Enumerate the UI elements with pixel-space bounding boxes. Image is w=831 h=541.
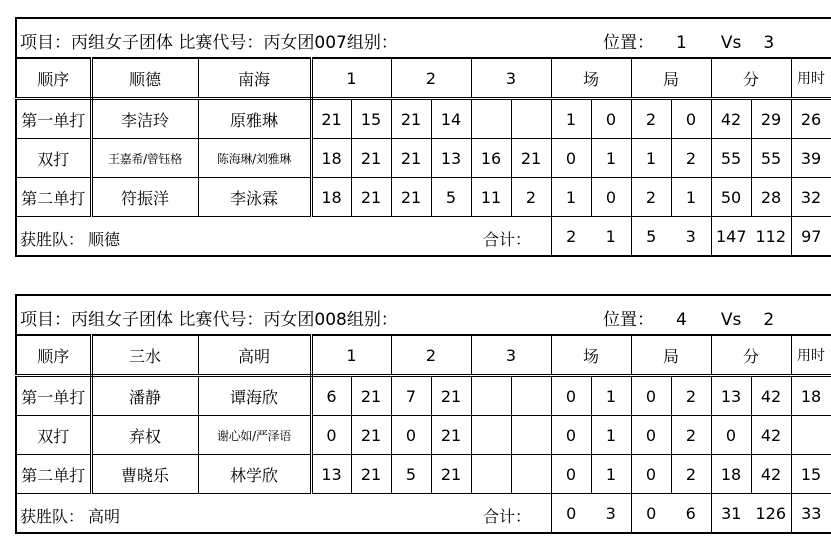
score-s2-a: 21 (391, 99, 431, 139)
score-s3-b (511, 99, 551, 139)
score-g-a: 0 (631, 455, 671, 494)
total-p-a: 31 (711, 494, 751, 534)
score-table (15, 294, 831, 534)
time-cell: 15 (791, 455, 831, 494)
title-bar (16, 18, 831, 58)
score-g-a: 2 (631, 178, 671, 217)
match-code: 丙女团007 (263, 33, 347, 53)
header-matches: 场 (551, 335, 631, 376)
score-s1-a: 21 (311, 99, 351, 139)
score-s1-b: 21 (351, 376, 391, 416)
header-games: 局 (631, 335, 711, 376)
total-p-b: 126 (751, 494, 791, 534)
score-s3-a: 16 (471, 139, 511, 178)
winner-team: 高明 (88, 507, 121, 526)
score-s3-a: 11 (471, 178, 511, 217)
header-team-b: 高明 (198, 335, 311, 376)
score-s2-a: 21 (391, 139, 431, 178)
score-s2-b: 14 (431, 99, 471, 139)
header-set-1: 1 (311, 58, 391, 99)
score-s2-b: 21 (431, 376, 471, 416)
group-label: 组别： (346, 33, 398, 53)
header-order: 顺序 (16, 58, 91, 99)
score-s3-a (471, 416, 511, 455)
score-p-a: 18 (711, 455, 751, 494)
winner-team: 顺德 (88, 230, 121, 249)
player-team-b: 林学欣 (198, 455, 311, 494)
header-set-2: 2 (391, 335, 471, 376)
time-cell: 32 (791, 178, 831, 217)
score-m-a: 1 (551, 178, 591, 217)
position-a: 4 (676, 310, 687, 330)
score-m-b: 1 (591, 376, 631, 416)
position-b: 3 (763, 33, 775, 53)
project-name: 丙组女子团体 (71, 33, 173, 53)
score-s1-a: 0 (311, 416, 351, 455)
total-p-b: 112 (751, 217, 791, 257)
score-p-a: 55 (711, 139, 751, 178)
score-g-a: 1 (631, 139, 671, 178)
header-time: 用时 (791, 335, 831, 376)
project-label: 项目： (20, 33, 71, 53)
player-team-a: 曹晓乐 (91, 455, 198, 494)
score-m-a: 0 (551, 416, 591, 455)
score-g-a: 0 (631, 416, 671, 455)
total-g-b: 3 (671, 217, 711, 257)
header-team-a: 顺德 (91, 58, 198, 99)
score-p-b: 55 (751, 139, 791, 178)
score-s3-b (511, 455, 551, 494)
row-order: 第一单打 (16, 376, 91, 416)
header-team-b: 南海 (198, 58, 311, 99)
score-p-b: 42 (751, 416, 791, 455)
header-set-3: 3 (471, 335, 551, 376)
position-b: 2 (763, 310, 775, 330)
winner-info (20, 227, 120, 250)
group-label: 组别： (346, 310, 398, 330)
player-team-a: 潘静 (91, 376, 198, 416)
score-p-a: 0 (711, 416, 751, 455)
row-order: 双打 (16, 416, 91, 455)
total-g-b: 6 (671, 494, 711, 534)
score-g-b: 2 (671, 455, 711, 494)
score-m-a: 0 (551, 455, 591, 494)
score-g-b: 2 (671, 416, 711, 455)
score-m-a: 0 (551, 139, 591, 178)
score-g-b: 0 (671, 99, 711, 139)
table-row (16, 416, 831, 455)
match-code-label: 比赛代号： (178, 33, 264, 53)
score-s3-a (471, 99, 511, 139)
score-s1-b: 21 (351, 455, 391, 494)
header-set-3: 3 (471, 58, 551, 99)
footer-bar (16, 217, 551, 257)
player-team-a: 弃权 (91, 416, 198, 455)
header-set-1: 1 (311, 335, 391, 376)
score-s1-b: 21 (351, 139, 391, 178)
match-code: 丙女团008 (263, 310, 347, 330)
score-s2-a: 7 (391, 376, 431, 416)
winner-label: 获胜队： (20, 230, 85, 249)
score-s3-b: 21 (511, 139, 551, 178)
score-table (15, 17, 831, 257)
header-team-a: 三水 (91, 335, 198, 376)
score-g-b: 1 (671, 178, 711, 217)
footer-bar (16, 494, 551, 534)
score-g-b: 2 (671, 376, 711, 416)
total-m-a: 0 (551, 494, 591, 534)
score-p-a: 13 (711, 376, 751, 416)
time-cell: 18 (791, 376, 831, 416)
match-code-label: 比赛代号： (178, 310, 264, 330)
score-s2-a: 21 (391, 178, 431, 217)
project-name: 丙组女子团体 (71, 310, 173, 330)
score-s3-a (471, 376, 511, 416)
score-m-b: 0 (591, 178, 631, 217)
score-m-b: 1 (591, 139, 631, 178)
score-m-b: 1 (591, 455, 631, 494)
player-team-b: 原雅琳 (198, 99, 311, 139)
score-p-b: 29 (751, 99, 791, 139)
score-g-a: 2 (631, 99, 671, 139)
score-s3-a (471, 455, 511, 494)
score-p-b: 42 (751, 455, 791, 494)
score-s1-b: 15 (351, 99, 391, 139)
position-label: 位置： (603, 310, 654, 330)
time-cell (791, 416, 831, 455)
score-p-b: 28 (751, 178, 791, 217)
score-s1-a: 18 (311, 139, 351, 178)
header-points: 分 (711, 58, 791, 99)
score-s2-b: 21 (431, 416, 471, 455)
row-order: 第二单打 (16, 455, 91, 494)
score-s3-b (511, 376, 551, 416)
total-m-b: 3 (591, 494, 631, 534)
player-team-b: 李泳霖 (198, 178, 311, 217)
player-team-a: 王嘉希/曾钰格 (91, 139, 198, 178)
score-s1-a: 18 (311, 178, 351, 217)
vs-label: Vs (720, 310, 742, 330)
total-p-a: 147 (711, 217, 751, 257)
score-m-a: 0 (551, 376, 591, 416)
table-row (16, 178, 831, 217)
score-p-b: 42 (751, 376, 791, 416)
header-time: 用时 (791, 58, 831, 99)
total-time: 33 (791, 494, 831, 534)
score-s2-b: 21 (431, 455, 471, 494)
player-team-b: 谢心如/严泽语 (198, 416, 311, 455)
score-sheet-007 (15, 17, 825, 257)
total-m-a: 2 (551, 217, 591, 257)
match-info (20, 28, 398, 53)
total-time: 97 (791, 217, 831, 257)
score-p-a: 50 (711, 178, 751, 217)
title-bar (16, 295, 831, 335)
vs-label: Vs (720, 33, 742, 53)
time-cell: 26 (791, 99, 831, 139)
score-s1-b: 21 (351, 178, 391, 217)
header-points: 分 (711, 335, 791, 376)
position-a: 1 (676, 33, 687, 53)
total-label: 合计： (483, 507, 532, 526)
score-m-b: 1 (591, 416, 631, 455)
header-games: 局 (631, 58, 711, 99)
row-order: 第二单打 (16, 178, 91, 217)
player-team-b: 谭海欣 (198, 376, 311, 416)
score-s1-a: 6 (311, 376, 351, 416)
project-label: 项目： (20, 310, 71, 330)
row-order: 第一单打 (16, 99, 91, 139)
time-cell: 39 (791, 139, 831, 178)
total-g-a: 5 (631, 217, 671, 257)
row-order: 双打 (16, 139, 91, 178)
total-label: 合计： (483, 230, 532, 249)
score-s2-b: 5 (431, 178, 471, 217)
score-p-a: 42 (711, 99, 751, 139)
table-row (16, 99, 831, 139)
total-g-a: 0 (631, 494, 671, 534)
position-info (603, 28, 774, 53)
score-g-a: 0 (631, 376, 671, 416)
player-team-b: 陈海琳/刘雅琳 (198, 139, 311, 178)
player-team-a: 李洁玲 (91, 99, 198, 139)
position-label: 位置： (603, 33, 654, 53)
score-s2-a: 0 (391, 416, 431, 455)
score-s1-a: 13 (311, 455, 351, 494)
winner-label: 获胜队： (20, 507, 85, 526)
score-s1-b: 21 (351, 416, 391, 455)
header-order: 顺序 (16, 335, 91, 376)
score-s2-a: 5 (391, 455, 431, 494)
player-team-a: 符振洋 (91, 178, 198, 217)
table-row (16, 376, 831, 416)
match-info (20, 305, 398, 330)
score-m-a: 1 (551, 99, 591, 139)
position-info (603, 305, 774, 330)
table-row (16, 139, 831, 178)
winner-info (20, 504, 120, 527)
table-row (16, 455, 831, 494)
score-s3-b: 2 (511, 178, 551, 217)
header-matches: 场 (551, 58, 631, 99)
header-set-2: 2 (391, 58, 471, 99)
score-sheet-008 (15, 294, 825, 534)
score-m-b: 0 (591, 99, 631, 139)
score-s2-b: 13 (431, 139, 471, 178)
total-m-b: 1 (591, 217, 631, 257)
score-s3-b (511, 416, 551, 455)
score-g-b: 2 (671, 139, 711, 178)
